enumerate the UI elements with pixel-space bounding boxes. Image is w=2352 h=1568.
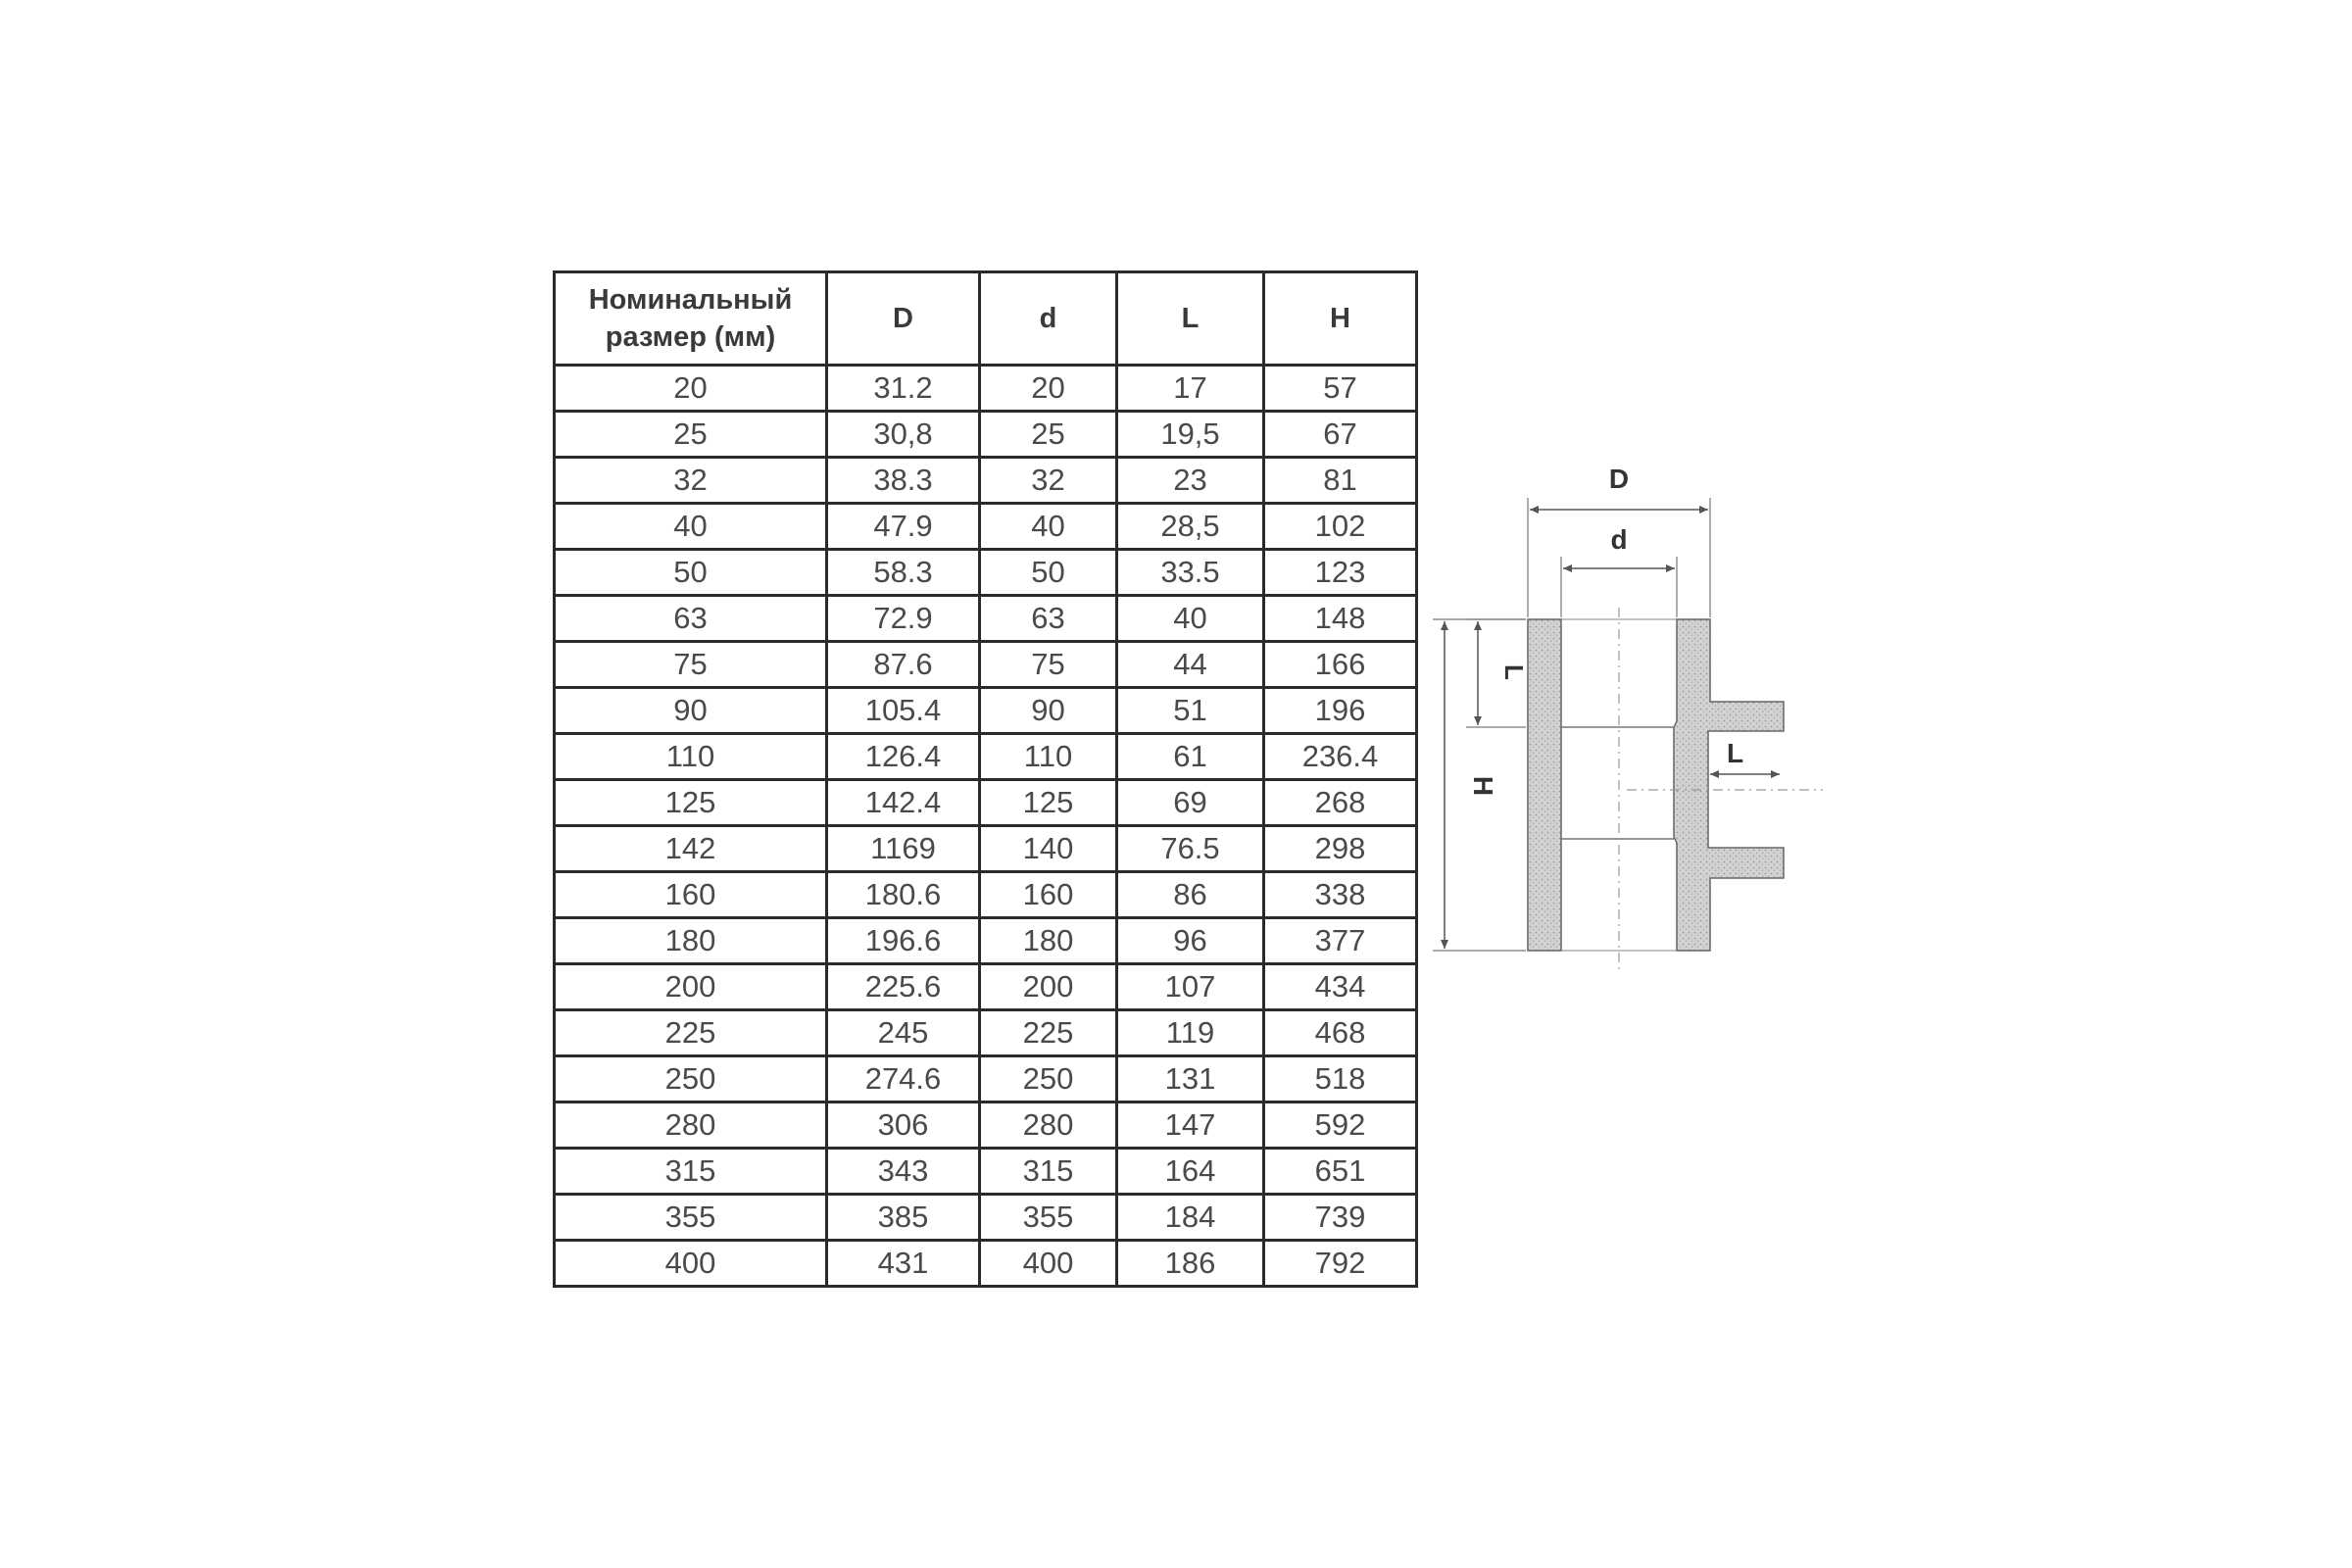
tee-body — [1528, 608, 1823, 972]
header-inner-diameter: d — [980, 272, 1117, 366]
header-row — [555, 272, 1417, 366]
table-row — [555, 596, 1417, 642]
table-cell: 147 — [1117, 1102, 1264, 1149]
table-cell: 50 — [980, 550, 1117, 596]
table-cell: 160 — [555, 872, 827, 918]
table-cell: 58.3 — [827, 550, 980, 596]
table-cell: 110 — [555, 734, 827, 780]
table-row — [555, 964, 1417, 1010]
table-cell: 17 — [1117, 366, 1264, 412]
table-cell: 38.3 — [827, 458, 980, 504]
table-cell: 140 — [980, 826, 1117, 872]
table-cell: 196.6 — [827, 918, 980, 964]
table-cell: 125 — [980, 780, 1117, 826]
table-cell: 180 — [555, 918, 827, 964]
table-cell: 250 — [980, 1056, 1117, 1102]
table-cell: 32 — [555, 458, 827, 504]
table-cell: 126.4 — [827, 734, 980, 780]
table-cell: 90 — [555, 688, 827, 734]
table-cell: 102 — [1264, 504, 1417, 550]
table-cell: 69 — [1117, 780, 1264, 826]
table-row — [555, 1149, 1417, 1195]
dimension-d — [1561, 524, 1677, 617]
table-cell: 32 — [980, 458, 1117, 504]
table-row — [555, 1102, 1417, 1149]
table-row — [555, 1241, 1417, 1287]
table-cell: 23 — [1117, 458, 1264, 504]
table-row — [555, 1010, 1417, 1056]
label-L-main: L — [1499, 664, 1529, 680]
table-cell: 518 — [1264, 1056, 1417, 1102]
table-cell: 160 — [980, 872, 1117, 918]
table-cell: 90 — [980, 688, 1117, 734]
table-body — [555, 366, 1417, 1287]
table-cell: 186 — [1117, 1241, 1264, 1287]
dimension-L-main — [1466, 619, 1529, 727]
table-cell: 67 — [1264, 412, 1417, 458]
table-cell: 225.6 — [827, 964, 980, 1010]
table-cell: 107 — [1117, 964, 1264, 1010]
table-cell: 592 — [1264, 1102, 1417, 1149]
table-row — [555, 734, 1417, 780]
table-cell: 105.4 — [827, 688, 980, 734]
table-row — [555, 550, 1417, 596]
table-cell: 385 — [827, 1195, 980, 1241]
table-cell: 196 — [1264, 688, 1417, 734]
table-cell: 1169 — [827, 826, 980, 872]
table-cell: 142.4 — [827, 780, 980, 826]
header-height: H — [1264, 272, 1417, 366]
table-cell: 651 — [1264, 1149, 1417, 1195]
label-L-branch: L — [1727, 738, 1744, 768]
table-row — [555, 918, 1417, 964]
table-cell: 61 — [1117, 734, 1264, 780]
table-cell: 63 — [980, 596, 1117, 642]
table-cell: 72.9 — [827, 596, 980, 642]
table-cell: 431 — [827, 1241, 980, 1287]
table-cell: 355 — [980, 1195, 1117, 1241]
table-cell: 75 — [555, 642, 827, 688]
table-cell: 31.2 — [827, 366, 980, 412]
table-row — [555, 826, 1417, 872]
header-outer-diameter: D — [827, 272, 980, 366]
table-cell: 119 — [1117, 1010, 1264, 1056]
table-cell: 110 — [980, 734, 1117, 780]
table-cell: 57 — [1264, 366, 1417, 412]
table-cell: 25 — [555, 412, 827, 458]
table-row — [555, 504, 1417, 550]
table-row — [555, 1056, 1417, 1102]
table-cell: 245 — [827, 1010, 980, 1056]
table-cell: 63 — [555, 596, 827, 642]
table-cell: 200 — [980, 964, 1117, 1010]
table-cell: 377 — [1264, 918, 1417, 964]
table-cell: 125 — [555, 780, 827, 826]
table-cell: 280 — [555, 1102, 827, 1149]
table-cell: 343 — [827, 1149, 980, 1195]
table-cell: 184 — [1117, 1195, 1264, 1241]
table-cell: 51 — [1117, 688, 1264, 734]
table-row — [555, 872, 1417, 918]
table-cell: 164 — [1117, 1149, 1264, 1195]
table-cell: 96 — [1117, 918, 1264, 964]
table-cell: 225 — [555, 1010, 827, 1056]
table-cell: 400 — [555, 1241, 827, 1287]
table-cell: 166 — [1264, 642, 1417, 688]
table-cell: 19,5 — [1117, 412, 1264, 458]
table-cell: 75 — [980, 642, 1117, 688]
table-cell: 81 — [1264, 458, 1417, 504]
table-cell: 280 — [980, 1102, 1117, 1149]
table-cell: 40 — [555, 504, 827, 550]
table-cell: 236.4 — [1264, 734, 1417, 780]
tee-fitting-diagram — [1411, 431, 1842, 1000]
table-cell: 400 — [980, 1241, 1117, 1287]
label-d: d — [1610, 524, 1628, 555]
table-cell: 20 — [980, 366, 1117, 412]
label-D: D — [1608, 464, 1630, 494]
table-row — [555, 1195, 1417, 1241]
table-cell: 33.5 — [1117, 550, 1264, 596]
table-cell: 315 — [980, 1149, 1117, 1195]
table-cell: 200 — [555, 964, 827, 1010]
table-row — [555, 642, 1417, 688]
label-H: H — [1468, 775, 1498, 797]
table-cell: 148 — [1264, 596, 1417, 642]
table-cell: 180 — [980, 918, 1117, 964]
table-cell: 47.9 — [827, 504, 980, 550]
table-cell: 142 — [555, 826, 827, 872]
table-row — [555, 412, 1417, 458]
table-cell: 180.6 — [827, 872, 980, 918]
dimensions-table — [553, 270, 1418, 1288]
table-row — [555, 780, 1417, 826]
table-cell: 298 — [1264, 826, 1417, 872]
table-cell: 338 — [1264, 872, 1417, 918]
table-cell: 225 — [980, 1010, 1117, 1056]
table-cell: 87.6 — [827, 642, 980, 688]
table-cell: 131 — [1117, 1056, 1264, 1102]
table-cell: 250 — [555, 1056, 827, 1102]
table-cell: 739 — [1264, 1195, 1417, 1241]
table-row — [555, 366, 1417, 412]
table-cell: 468 — [1264, 1010, 1417, 1056]
table-cell: 28,5 — [1117, 504, 1264, 550]
table-cell: 20 — [555, 366, 827, 412]
table-row — [555, 458, 1417, 504]
table-cell: 434 — [1264, 964, 1417, 1010]
table-cell: 355 — [555, 1195, 827, 1241]
header-socket-length: L — [1117, 272, 1264, 366]
dimension-L-branch — [1710, 738, 1780, 774]
table-cell: 40 — [980, 504, 1117, 550]
table-cell: 306 — [827, 1102, 980, 1149]
table-cell: 792 — [1264, 1241, 1417, 1287]
table-cell: 50 — [555, 550, 827, 596]
header-nominal-size: Номинальный размер (мм) — [555, 272, 827, 366]
table-cell: 268 — [1264, 780, 1417, 826]
table-cell: 25 — [980, 412, 1117, 458]
table-cell: 86 — [1117, 872, 1264, 918]
table-cell: 30,8 — [827, 412, 980, 458]
table-cell: 274.6 — [827, 1056, 980, 1102]
table-cell: 123 — [1264, 550, 1417, 596]
table-cell: 40 — [1117, 596, 1264, 642]
table-cell: 76.5 — [1117, 826, 1264, 872]
table-cell: 44 — [1117, 642, 1264, 688]
table-cell: 315 — [555, 1149, 827, 1195]
table-row — [555, 688, 1417, 734]
